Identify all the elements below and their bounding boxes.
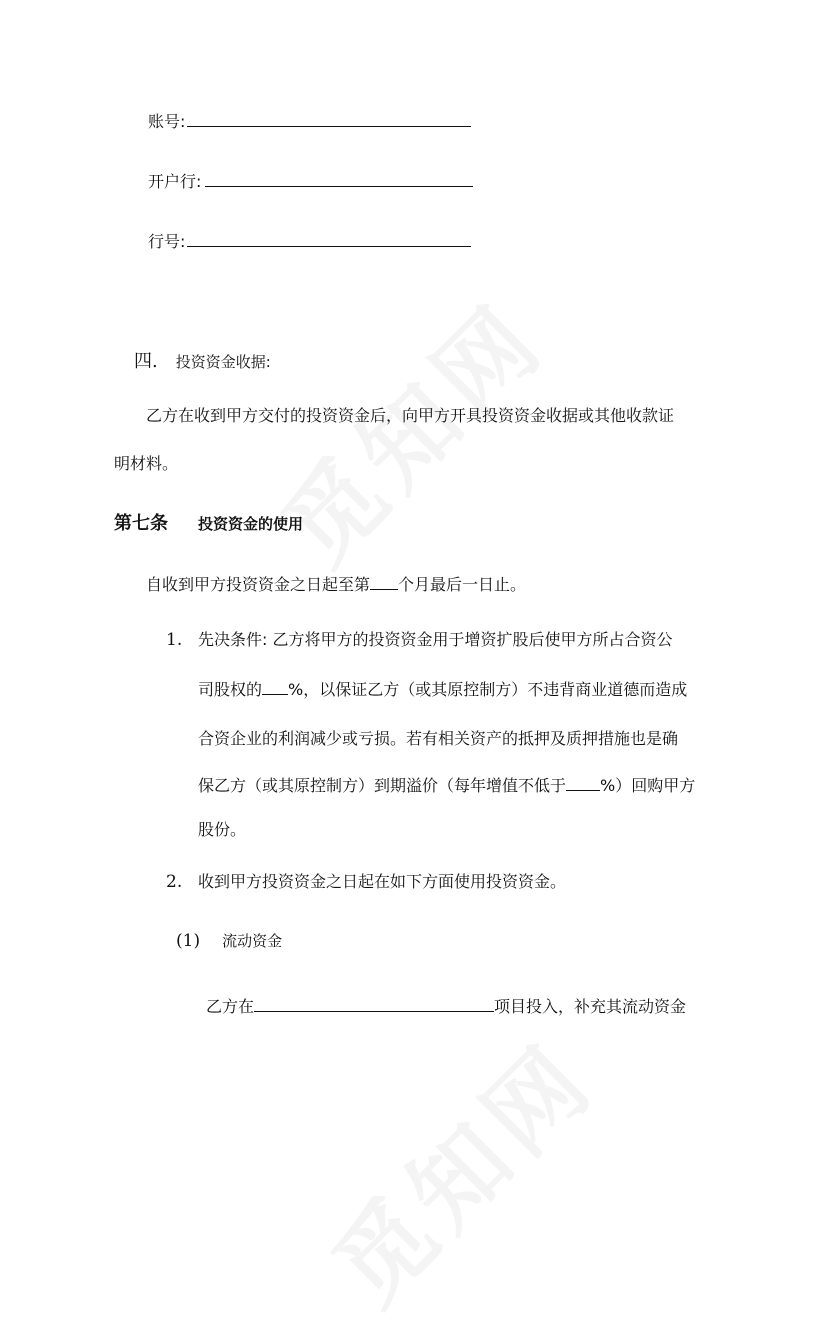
section4-title: 投资资金收据: (175, 353, 271, 371)
account-blank[interactable] (187, 125, 471, 127)
bank-no-field (148, 234, 471, 250)
article7-intro-b: 个月最后一日止。 (398, 575, 527, 594)
sub1-line-b: 项目投入，补充其流动资金 (494, 997, 687, 1016)
section4-number: 四. (134, 351, 158, 372)
sub1-number: (1) (176, 931, 201, 951)
project-blank[interactable] (254, 1010, 494, 1012)
article7-title: 投资资金的使用 (198, 515, 304, 533)
bank-label: 开户行: (148, 172, 202, 191)
item1-line5: 股份。 (198, 820, 247, 839)
sub1-title: 流动资金 (222, 932, 283, 950)
article7-intro (146, 577, 526, 593)
item1-line4 (198, 778, 695, 794)
item1-line1: 先决条件: 乙方将甲方的投资资金用于增资扩股后使甲方所占合资公 (198, 630, 673, 649)
item1-line3: 合资企业的利润减少或亏损。若有相关资产的抵押及质押措施也是确 (198, 729, 679, 748)
month-blank[interactable] (370, 588, 398, 590)
watermark (248, 268, 570, 590)
sub1-line (206, 999, 686, 1015)
item2-number: 2. (166, 872, 183, 892)
sub1-heading (176, 933, 282, 950)
bank-no-label: 行号: (148, 232, 186, 251)
equity-percent-blank[interactable] (262, 693, 288, 695)
item1-line4-a: 保乙方（或其原控制方）到期溢价（每年增值不低于 (198, 776, 567, 795)
account-field (148, 114, 471, 130)
article7-label: 第七条 (114, 513, 168, 534)
watermark-bottom (298, 1008, 620, 1329)
item1-line2-b: %，以保证乙方（或其原控制方）不违背商业道德而造成 (288, 680, 688, 699)
item1-line2-a: 司股权的 (198, 680, 263, 699)
item1-line4-b: %）回购甲方 (600, 776, 696, 795)
account-label: 账号: (148, 112, 186, 131)
article7-heading (114, 515, 303, 533)
article7-intro-a: 自收到甲方投资资金之日起至第 (146, 575, 371, 594)
bank-field (148, 174, 473, 190)
item1-number: 1. (166, 630, 183, 650)
item1-line2 (198, 682, 687, 698)
section4-line2: 明材料。 (114, 454, 179, 473)
section4-heading (134, 353, 271, 371)
bank-no-blank[interactable] (187, 245, 471, 247)
section4-line1: 乙方在收到甲方交付的投资资金后，向甲方开具投资资金收据或其他收款证 (146, 406, 675, 425)
premium-percent-blank[interactable] (566, 789, 600, 791)
sub1-line-a: 乙方在 (206, 997, 255, 1016)
item2-text: 收到甲方投资资金之日起在如下方面使用投资资金。 (198, 872, 567, 891)
bank-blank[interactable] (205, 185, 473, 187)
